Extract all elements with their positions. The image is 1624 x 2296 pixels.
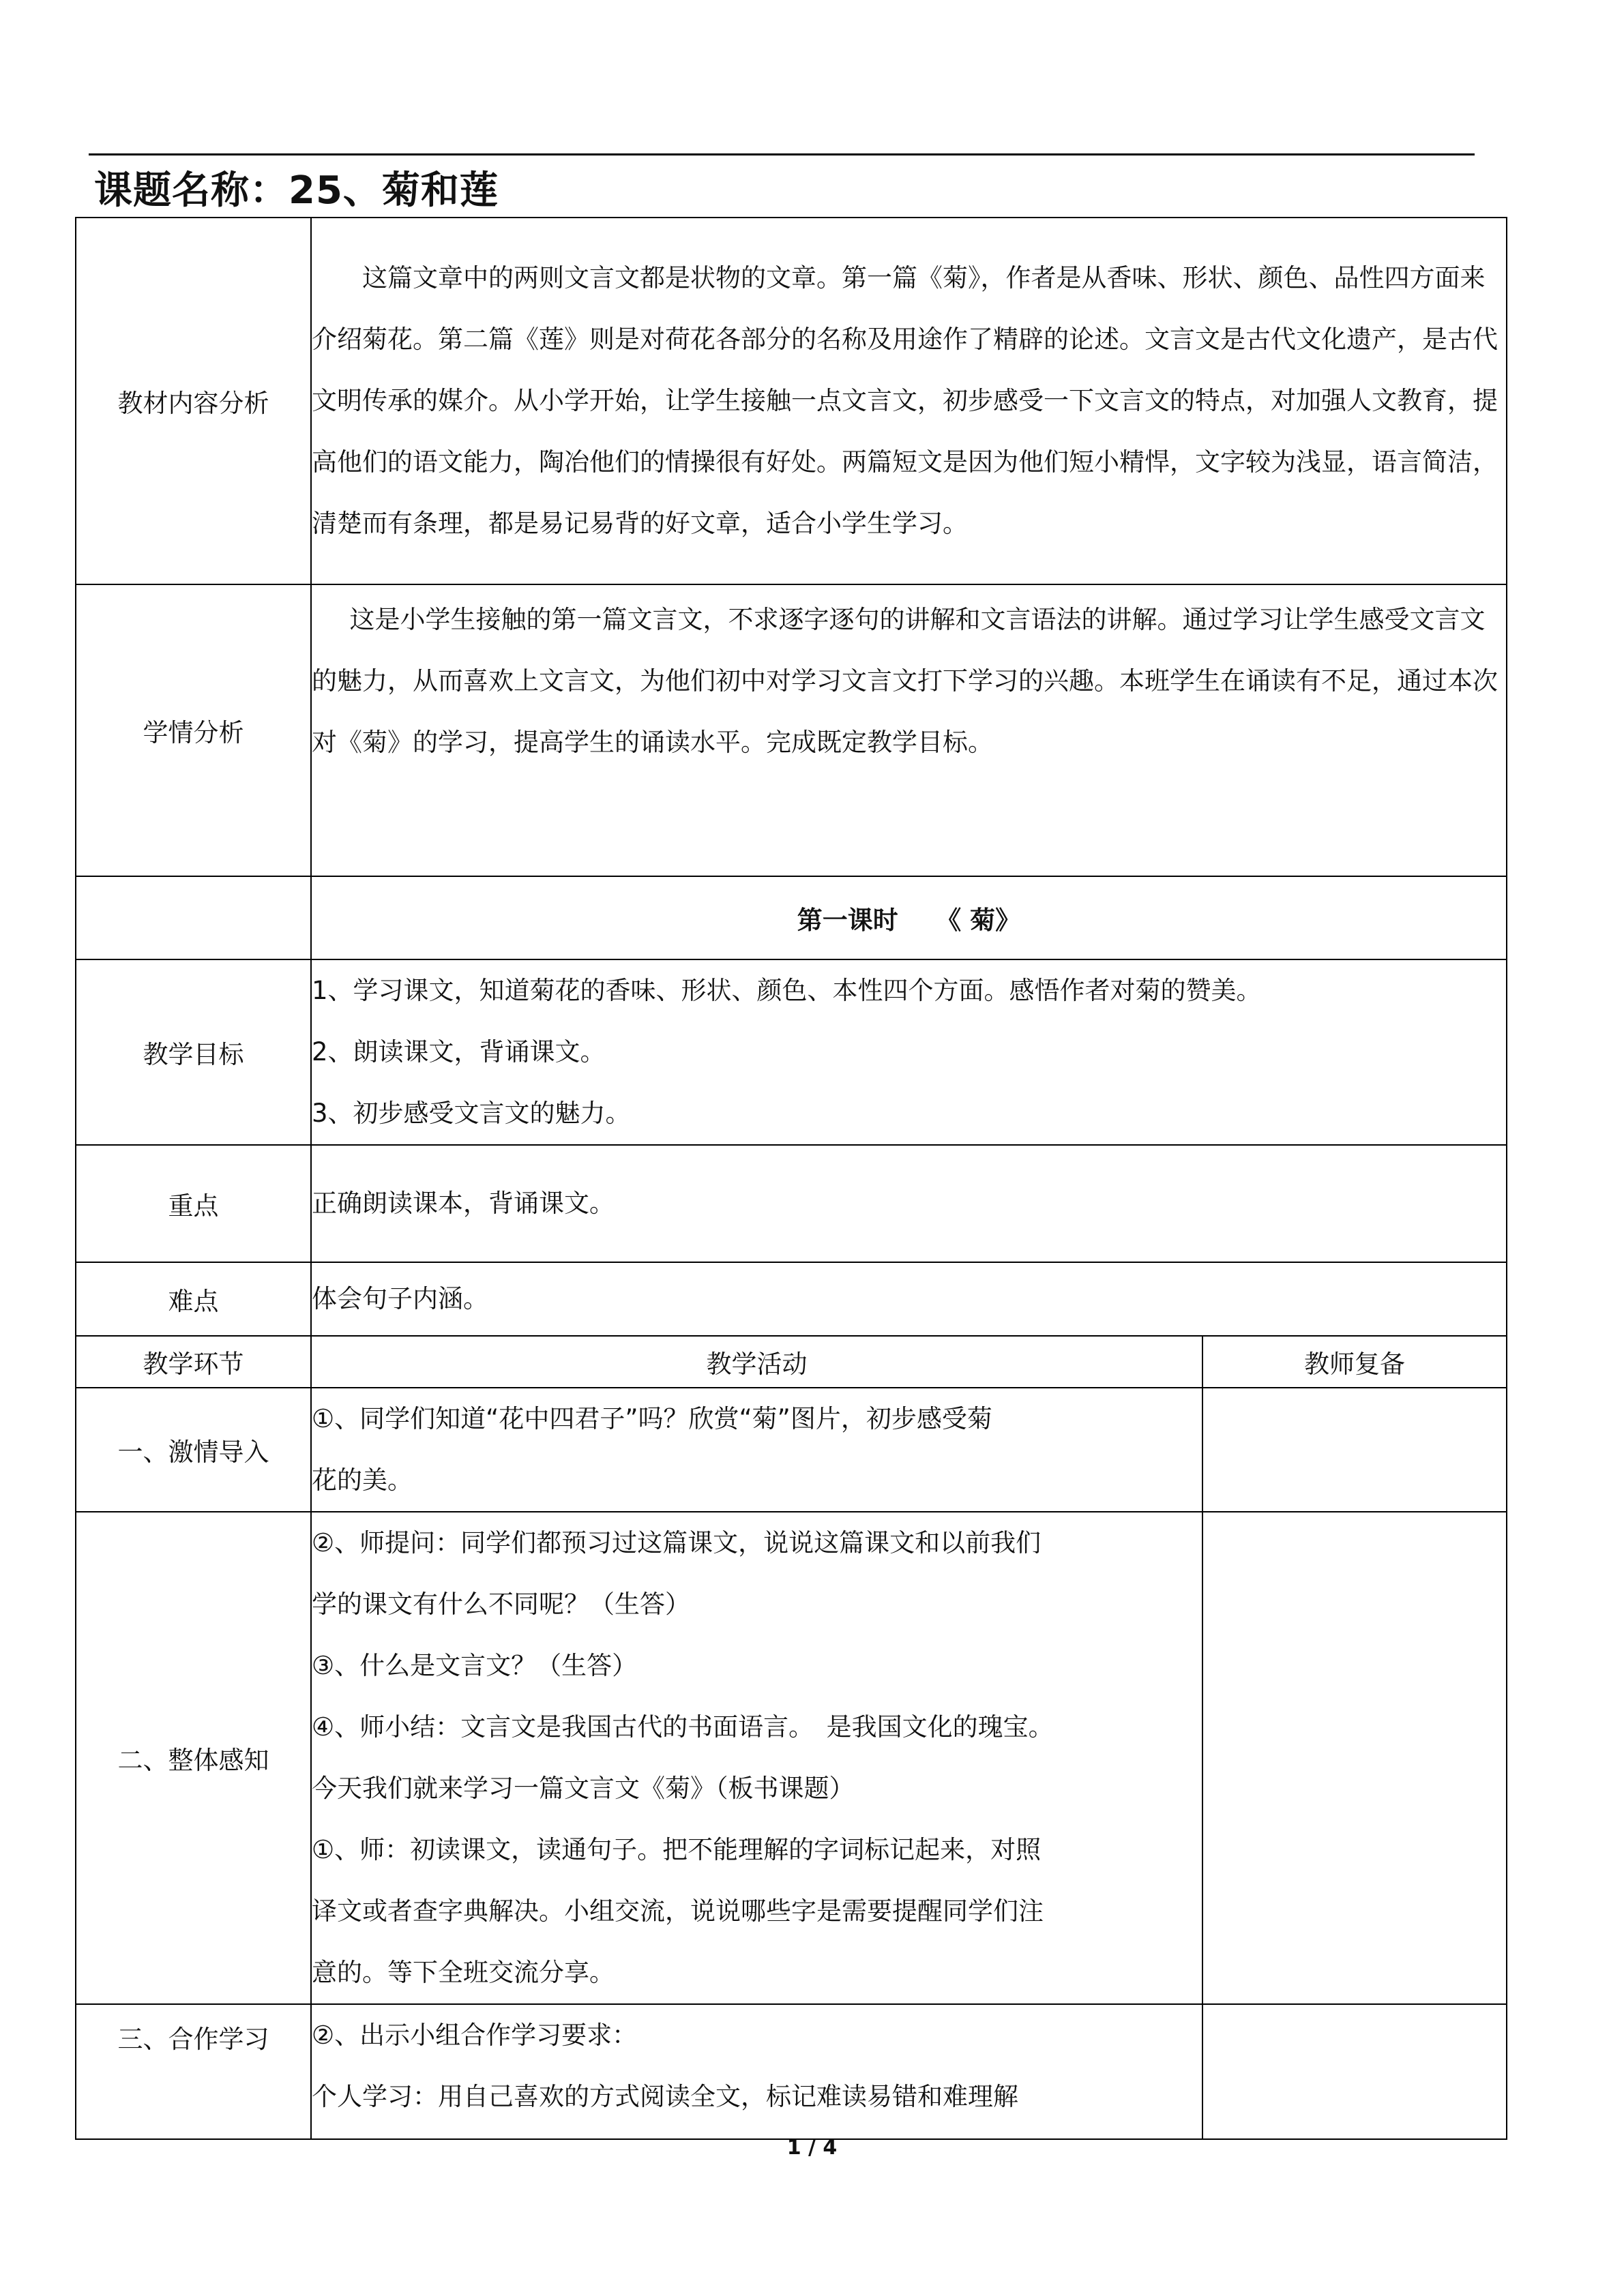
text-material-analysis: 这篇文章中的两则文言文都是状物的文章。第一篇《菊》，作者是从香味、形状、颜色、品性四方面来介绍菊花。第二篇《莲》则是对荷花各部分的名称及用途作了精辟的论述。文言文是古代文化遗产，是古代文明传承的媒介。从小学开始，让学生接触一点文言文，初步感受一下文言文的特点，对加强人文教育，提高他们的语文能力，陶冶他们的情操很有好处。两篇短文是因为他们短小精悍，文字较为浅显，语言简洁，清楚而有条理，都是易记易背的好文章，适合小学生学习。	[312, 263, 1498, 538]
cell-lesson-empty	[76, 876, 311, 959]
lesson-plan-table	[75, 217, 1507, 2140]
label-stage-3: 三、合作学习	[76, 2004, 311, 2139]
cell-student-analysis	[311, 584, 1507, 876]
stage-2-line: ②、师提问：同学们都预习过这篇课文，说说这篇课文和以前我们	[312, 1528, 1042, 1557]
prep-stage-2	[1202, 1512, 1507, 2004]
row-goals	[76, 959, 1507, 1145]
cell-material-analysis	[311, 218, 1507, 584]
text-student-analysis: 这是小学生接触的第一篇文言文，不求逐字逐句的讲解和文言语法的讲解。通过学习让学生感受文言文的魅力，从而喜欢上文言文，为他们初中对学习文言文打下学习的兴趣。本班学生在诵读有不足，通过本次对《菊》的学习，提高学生的诵读水平。完成既定教学目标。	[312, 605, 1498, 757]
label-stage-2: 二、整体感知	[76, 1512, 311, 2004]
activity-stage-2	[311, 1512, 1202, 2004]
top-rule	[89, 153, 1475, 155]
prep-stage-3	[1202, 2004, 1507, 2139]
row-student-analysis	[76, 584, 1507, 876]
row-stage-2	[76, 1512, 1507, 2004]
row-stage-1	[76, 1388, 1507, 1512]
lesson-title: 第一课时 《 菊》	[311, 876, 1507, 959]
stage-3-line: ②、出示小组合作学习要求：	[312, 2021, 638, 2050]
text-key-point: 正确朗读课本，背诵课文。	[311, 1145, 1507, 1262]
prep-stage-1	[1202, 1388, 1507, 1512]
goal-item-1: 1、学习课文，知道菊花的香味、形状、颜色、本性四个方面。感悟作者对菊的赞美。	[312, 976, 1262, 1005]
stage-1-line: ①、同学们知道“花中四君子”吗？欣赏“菊”图片，初步感受菊	[312, 1404, 992, 1433]
label-student-analysis: 学情分析	[76, 584, 311, 876]
stage-3-line: 个人学习：用自己喜欢的方式阅读全文，标记难读易错和难理解	[312, 2082, 1018, 2111]
label-difficulty: 难点	[76, 1262, 311, 1336]
stage-2-line: 译文或者查字典解决。小组交流，说说哪些字是需要提醒同学们注	[312, 1896, 1044, 1926]
row-material-analysis	[76, 218, 1507, 584]
label-goals: 教学目标	[76, 959, 311, 1145]
row-key-point	[76, 1145, 1507, 1262]
row-header	[76, 1336, 1507, 1388]
page-title: 课题名称：25、菊和莲	[94, 168, 499, 213]
header-stage: 教学环节	[76, 1336, 311, 1388]
stage-2-line: ④、师小结：文言文是我国古代的书面语言。 是我国文化的瑰宝。	[312, 1712, 1054, 1742]
row-lesson-title	[76, 876, 1507, 959]
row-stage-3	[76, 2004, 1507, 2139]
stage-2-line: 意的。等下全班交流分享。	[312, 1958, 615, 1987]
goal-item-3: 3、初步感受文言文的魅力。	[312, 1099, 631, 1128]
stage-2-line: 今天我们就来学习一篇文言文《菊》（板书课题）	[312, 1774, 855, 1803]
stage-1-line: 花的美。	[312, 1465, 413, 1495]
label-stage-1: 一、激情导入	[76, 1388, 311, 1512]
row-difficulty	[76, 1262, 1507, 1336]
header-prep: 教师复备	[1202, 1336, 1507, 1388]
header-activity: 教学活动	[311, 1336, 1202, 1388]
page-number: 1 / 4	[786, 2136, 838, 2160]
stage-2-line: ③、什么是文言文？（生答）	[312, 1651, 638, 1680]
text-difficulty: 体会句子内涵。	[311, 1262, 1507, 1336]
cell-goals	[311, 959, 1507, 1145]
activity-stage-3	[311, 2004, 1202, 2139]
stage-2-line: ①、师：初读课文，读通句子。把不能理解的字词标记起来，对照	[312, 1835, 1042, 1864]
goal-item-2: 2、朗读课文，背诵课文。	[312, 1037, 606, 1067]
label-material-analysis: 教材内容分析	[76, 218, 311, 584]
activity-stage-1	[311, 1388, 1202, 1512]
label-key-point: 重点	[76, 1145, 311, 1262]
stage-2-line: 学的课文有什么不同呢？（生答）	[312, 1590, 690, 1619]
